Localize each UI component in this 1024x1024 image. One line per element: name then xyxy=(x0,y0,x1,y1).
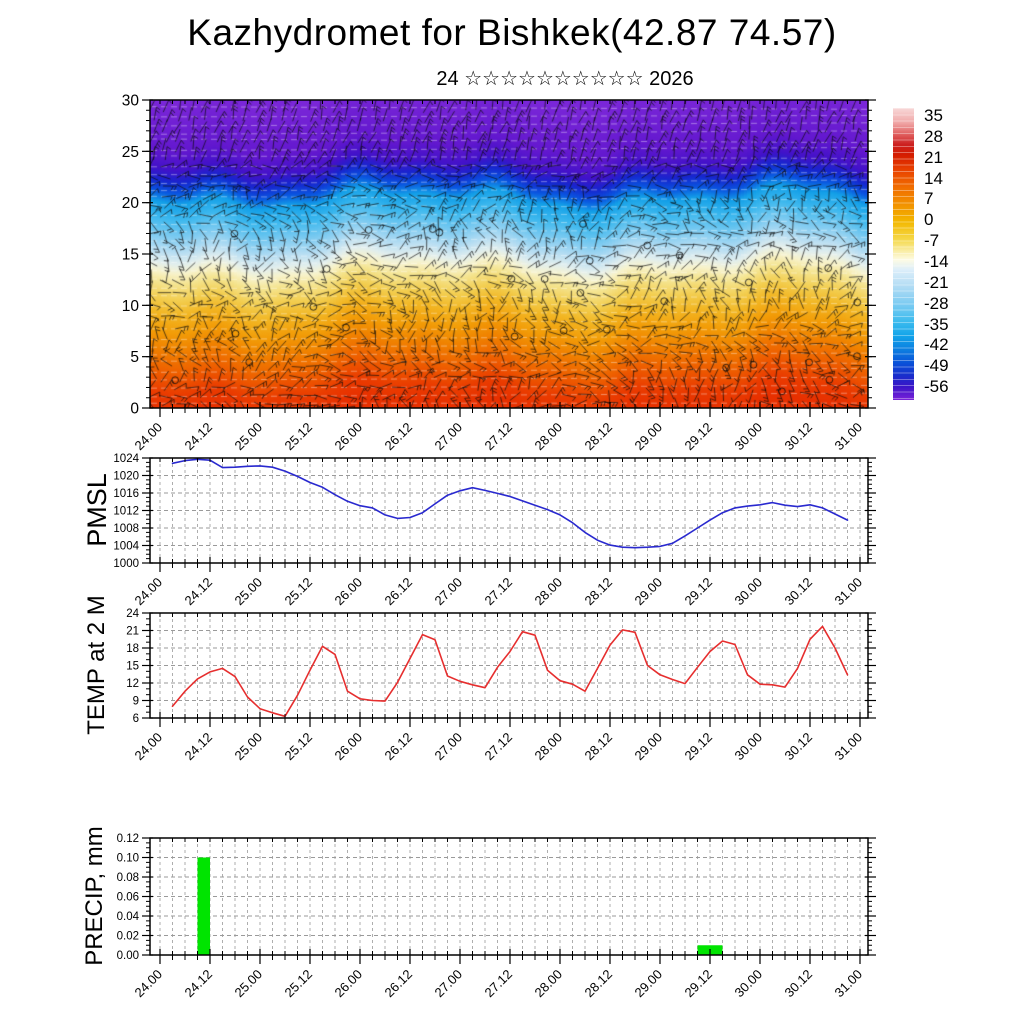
svg-text:29.12: 29.12 xyxy=(681,419,716,454)
svg-text:25.00: 25.00 xyxy=(231,729,266,764)
svg-text:1020: 1020 xyxy=(113,470,139,483)
colorbar-tick-label: -42 xyxy=(924,335,949,355)
temperature-colorbar xyxy=(893,108,914,400)
svg-text:25.00: 25.00 xyxy=(231,419,266,454)
svg-text:29.00: 29.00 xyxy=(631,419,666,454)
svg-text:25.00: 25.00 xyxy=(231,966,266,1001)
svg-text:31.00: 31.00 xyxy=(831,419,866,454)
svg-text:26.12: 26.12 xyxy=(381,966,416,1001)
svg-text:28.00: 28.00 xyxy=(531,419,566,454)
svg-text:31.00: 31.00 xyxy=(831,966,866,1001)
svg-text:26.00: 26.00 xyxy=(331,729,366,764)
colorbar-tick-label: -7 xyxy=(924,231,940,251)
svg-text:25.12: 25.12 xyxy=(281,419,316,454)
svg-text:25.12: 25.12 xyxy=(281,966,316,1001)
colorbar-tick-label: 7 xyxy=(924,189,934,209)
colorbar-tick-label: -28 xyxy=(924,293,949,313)
svg-text:25: 25 xyxy=(121,143,139,161)
svg-text:0.08: 0.08 xyxy=(116,872,139,885)
colorbar-tick-label: -35 xyxy=(924,314,949,334)
svg-text:30.12: 30.12 xyxy=(781,966,816,1001)
svg-text:26.00: 26.00 xyxy=(331,966,366,1001)
svg-text:30.00: 30.00 xyxy=(731,966,766,1001)
svg-text:0.06: 0.06 xyxy=(116,891,139,904)
svg-text:29.12: 29.12 xyxy=(681,729,716,764)
svg-text:0.10: 0.10 xyxy=(116,852,139,865)
svg-text:30.00: 30.00 xyxy=(731,419,766,454)
svg-text:27.00: 27.00 xyxy=(431,729,466,764)
svg-text:25.12: 25.12 xyxy=(281,729,316,764)
svg-text:30.12: 30.12 xyxy=(781,419,816,454)
svg-text:18: 18 xyxy=(126,643,139,656)
temp-axis-title: TEMP at 2 M xyxy=(83,595,110,735)
svg-text:30.12: 30.12 xyxy=(781,574,816,609)
svg-text:29.00: 29.00 xyxy=(631,574,666,609)
svg-text:26.00: 26.00 xyxy=(331,574,366,609)
svg-text:29.00: 29.00 xyxy=(631,966,666,1001)
svg-text:24.00: 24.00 xyxy=(131,966,166,1001)
svg-text:1024: 1024 xyxy=(113,453,139,466)
svg-text:21: 21 xyxy=(126,625,139,638)
svg-text:30.00: 30.00 xyxy=(731,574,766,609)
svg-text:0.12: 0.12 xyxy=(116,833,139,846)
svg-text:28.12: 28.12 xyxy=(581,419,616,454)
svg-text:1000: 1000 xyxy=(113,558,139,571)
svg-text:24.12: 24.12 xyxy=(181,419,216,454)
svg-text:5: 5 xyxy=(130,349,139,367)
svg-text:29.12: 29.12 xyxy=(681,574,716,609)
colorbar-tick-label: -14 xyxy=(924,251,949,271)
svg-text:0.04: 0.04 xyxy=(116,911,139,924)
svg-text:28.00: 28.00 xyxy=(531,574,566,609)
svg-text:26.12: 26.12 xyxy=(381,419,416,454)
svg-text:27.00: 27.00 xyxy=(431,419,466,454)
svg-text:12: 12 xyxy=(126,678,139,691)
svg-text:24.00: 24.00 xyxy=(131,574,166,609)
pmsl-axis-title: PMSL xyxy=(81,473,112,547)
svg-text:25.00: 25.00 xyxy=(231,574,266,609)
colorbar-segment-lines xyxy=(893,108,914,400)
svg-text:30.00: 30.00 xyxy=(731,729,766,764)
svg-text:24.12: 24.12 xyxy=(181,729,216,764)
svg-text:1004: 1004 xyxy=(113,540,139,553)
svg-text:28.12: 28.12 xyxy=(581,574,616,609)
svg-text:26.00: 26.00 xyxy=(331,419,366,454)
colorbar-tick-label: 14 xyxy=(924,168,943,188)
svg-text:0.02: 0.02 xyxy=(116,930,139,943)
colorbar-tick-label: 35 xyxy=(924,105,943,125)
svg-text:1008: 1008 xyxy=(113,523,139,536)
page-title: Kazhydromet for Bishkek(42.87 74.57) xyxy=(187,12,837,53)
svg-text:26.12: 26.12 xyxy=(381,729,416,764)
svg-text:30: 30 xyxy=(121,92,139,110)
svg-text:24: 24 xyxy=(126,608,139,621)
svg-text:9: 9 xyxy=(132,695,139,708)
date-subtitle: 24 ☆☆☆☆☆☆☆☆☆☆ 2026 xyxy=(436,68,694,90)
svg-text:27.12: 27.12 xyxy=(481,419,516,454)
colorbar-tick-label: 28 xyxy=(924,126,943,146)
svg-text:29.00: 29.00 xyxy=(631,729,666,764)
svg-text:24.00: 24.00 xyxy=(131,729,166,764)
svg-text:27.12: 27.12 xyxy=(481,966,516,1001)
svg-text:30.12: 30.12 xyxy=(781,729,816,764)
svg-text:10: 10 xyxy=(121,297,139,315)
svg-text:1012: 1012 xyxy=(113,505,139,518)
svg-text:28.00: 28.00 xyxy=(531,966,566,1001)
svg-text:0.00: 0.00 xyxy=(116,950,139,963)
svg-text:15: 15 xyxy=(121,246,139,264)
svg-text:29.12: 29.12 xyxy=(681,966,716,1001)
svg-text:28.12: 28.12 xyxy=(581,729,616,764)
svg-text:28.00: 28.00 xyxy=(531,729,566,764)
svg-text:15: 15 xyxy=(126,660,139,673)
colorbar-tick-label: 21 xyxy=(924,147,943,167)
colorbar-tick-label: -56 xyxy=(924,377,949,397)
svg-text:31.00: 31.00 xyxy=(831,574,866,609)
precip-axis-title: PRECIP, mm xyxy=(81,826,108,966)
colorbar-tick-label: -21 xyxy=(924,272,949,292)
svg-text:28.12: 28.12 xyxy=(581,966,616,1001)
svg-text:25.12: 25.12 xyxy=(281,574,316,609)
svg-text:6: 6 xyxy=(132,713,139,726)
svg-text:1016: 1016 xyxy=(113,488,139,501)
svg-text:24.12: 24.12 xyxy=(181,966,216,1001)
svg-text:20: 20 xyxy=(121,195,139,213)
svg-text:26.12: 26.12 xyxy=(381,574,416,609)
svg-text:27.00: 27.00 xyxy=(431,574,466,609)
svg-text:27.12: 27.12 xyxy=(481,574,516,609)
colorbar-tick-label: -49 xyxy=(924,356,949,376)
svg-text:31.00: 31.00 xyxy=(831,729,866,764)
svg-text:24.12: 24.12 xyxy=(181,574,216,609)
svg-text:0: 0 xyxy=(130,400,139,418)
svg-text:27.00: 27.00 xyxy=(431,966,466,1001)
svg-text:24.00: 24.00 xyxy=(131,419,166,454)
colorbar-tick-label: 0 xyxy=(924,210,934,230)
svg-text:27.12: 27.12 xyxy=(481,729,516,764)
